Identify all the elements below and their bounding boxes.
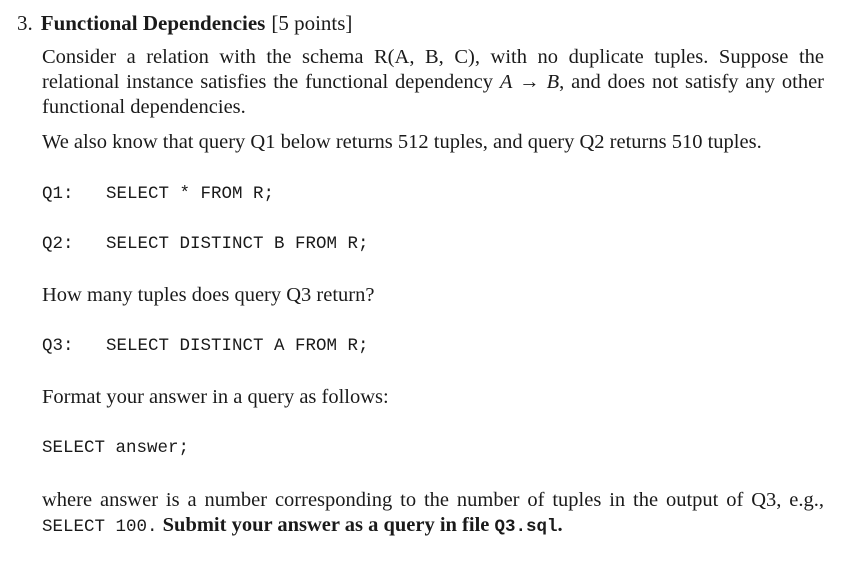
answer-template: SELECT answer; — [42, 438, 190, 458]
example-code: SELECT 100. — [42, 517, 158, 537]
fd-rhs: B — [546, 71, 560, 93]
submit-instruction: Submit your answer as a query in file — [162, 514, 490, 536]
query-q3-label: Q3: — [42, 336, 74, 356]
query-q1-sql: SELECT * FROM R; — [106, 184, 275, 204]
fd-arrow: → — [519, 71, 540, 93]
problem-points: [5 points] — [271, 11, 353, 35]
closing-text: where answer is a number corresponding to the number of tuples in the output of Q3, e.g., — [42, 489, 824, 511]
format-instruction: Format your answer in a query as follows: — [42, 386, 389, 408]
query-q1-label: Q1: — [42, 184, 74, 204]
query-q1 — [42, 182, 274, 206]
problem-heading — [17, 9, 352, 37]
closing-paragraph — [42, 488, 824, 540]
problem-number: 3. — [17, 11, 33, 35]
query-q2 — [42, 232, 369, 256]
fd-lhs: A — [499, 71, 513, 93]
submit-filename: Q3.sql — [494, 517, 558, 537]
query-q3-sql: SELECT DISTINCT A FROM R; — [106, 336, 369, 356]
intro-text: Consider a relation with the schema R(A, B, C), with no duplicate tuples. Suppose the relational instance satisfies the functional dependency — [42, 46, 824, 93]
closing-period: . — [557, 514, 563, 536]
question-text: How many tuples does query Q3 return? — [42, 284, 375, 306]
query-q2-label: Q2: — [42, 234, 74, 254]
problem-title: Functional Dependencies — [40, 11, 266, 35]
counts-sentence: We also know that query Q1 below returns 512 tuples, and query Q2 returns 510 tuples. — [42, 131, 762, 153]
query-q3 — [42, 334, 369, 358]
intro-text-end: , and does not satisfy any other functional dependencies. — [42, 71, 824, 118]
intro-paragraph — [42, 45, 824, 120]
query-q2-sql: SELECT DISTINCT B FROM R; — [106, 234, 369, 254]
